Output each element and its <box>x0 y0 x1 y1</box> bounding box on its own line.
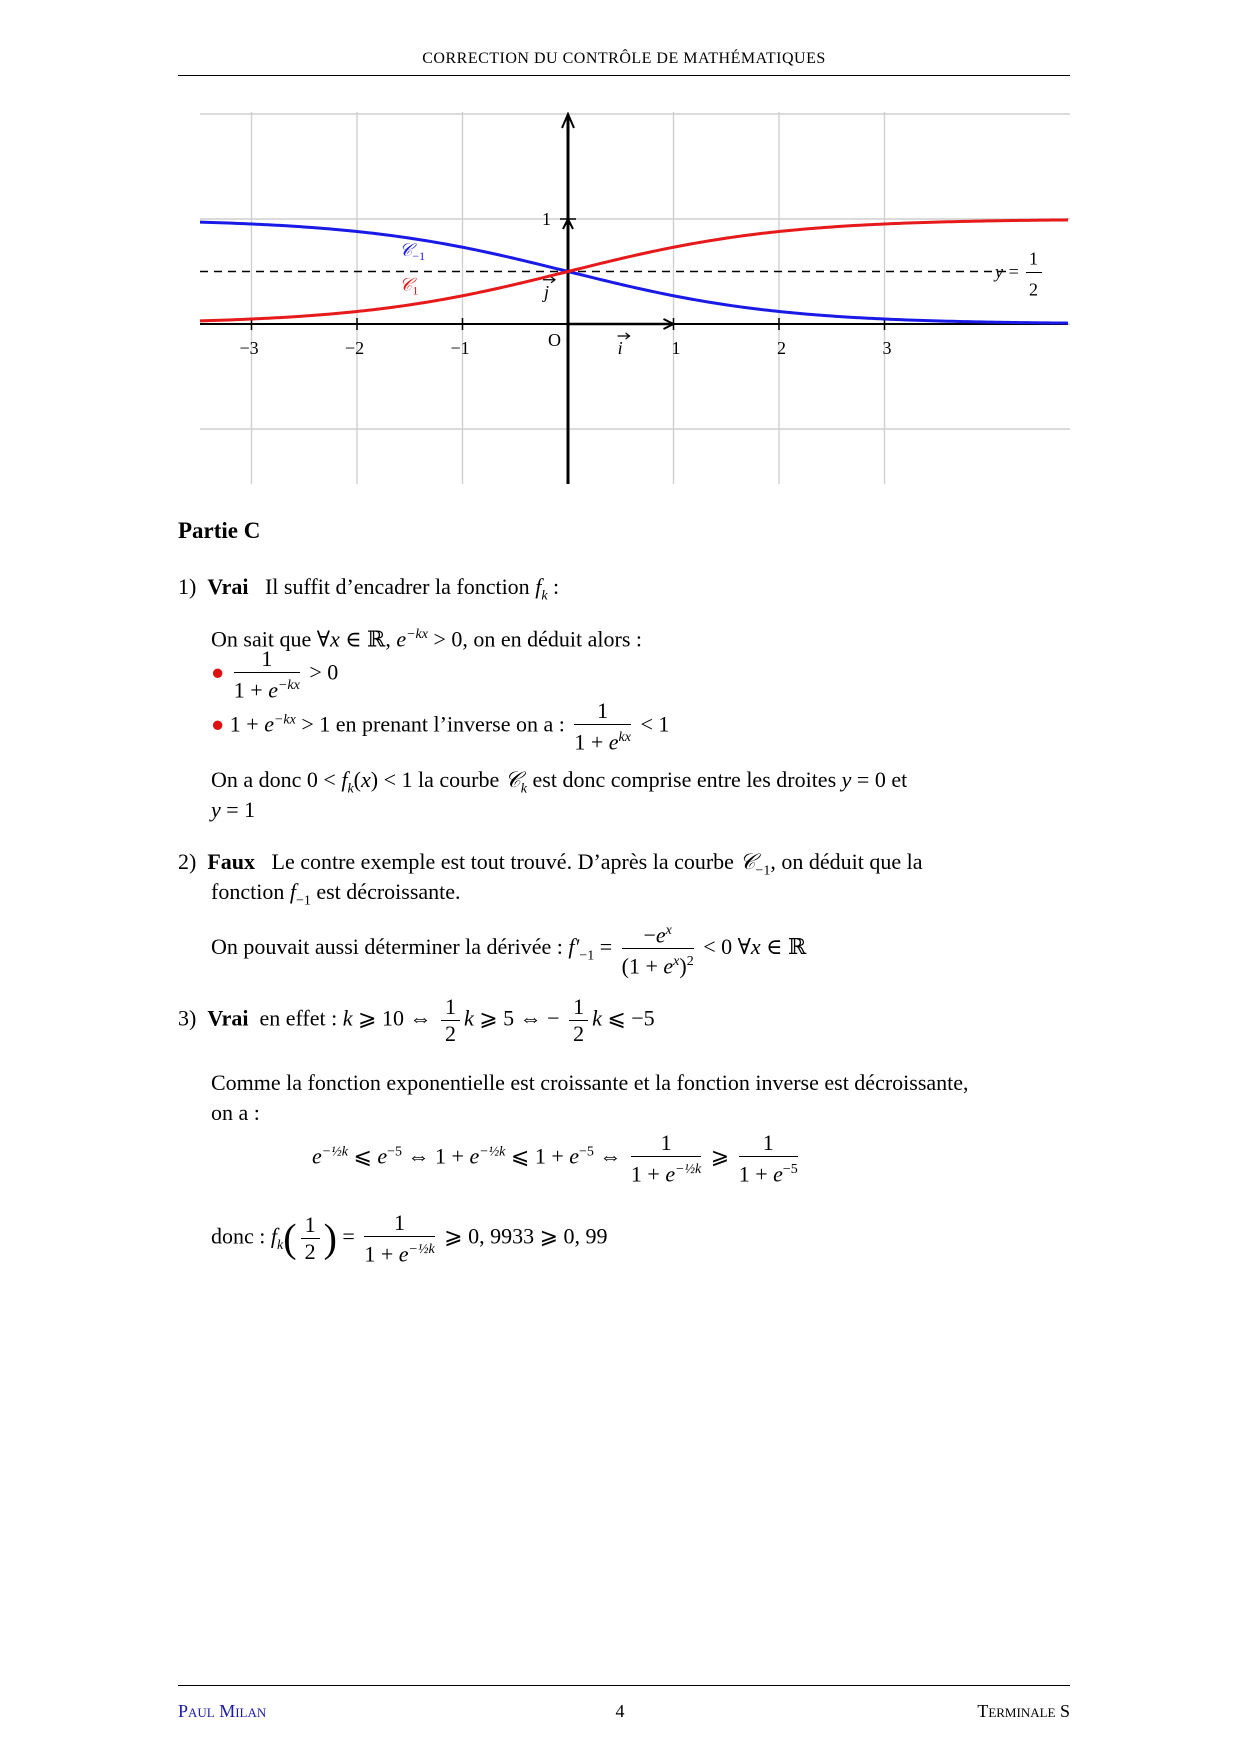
x-tick-label: 2 <box>777 338 786 358</box>
q3-line-2: Comme la fonction exponentielle est croissante et la fonction inverse est décroissante, <box>211 1070 969 1095</box>
header-rule <box>178 75 1070 76</box>
bullet-icon: ● <box>211 659 225 685</box>
asymptote-fraction-den: 2 <box>1029 279 1038 300</box>
q1-conclusion: On a donc $0 < f_k(x) < 1$ la courbe 𝒞$_k$ est donc comprise entre les droites y = 0 et <box>211 767 908 797</box>
q3-line-3: on a : <box>211 1100 260 1125</box>
bullet-icon: ● <box>211 711 225 737</box>
curve-c-minus-1 <box>200 222 1068 323</box>
asymptote-label: y = <box>995 261 1020 282</box>
x-tick-label: −1 <box>450 338 470 358</box>
curve-label-c-1: 𝒞$_1$ <box>399 274 419 298</box>
q1-line: 1) Vrai Il suffit d’encadrer la fonction $f_k$ : <box>178 574 560 604</box>
fraction: $\frac{1}{1 + e^{-\frac{1}{2}k}}$ <box>364 1210 435 1267</box>
origin-label: O <box>548 330 561 350</box>
q1-bullet-1: ● $\frac{1}{1 + e^{-kx}}$ > 0 <box>211 646 339 703</box>
footer-rule <box>178 1685 1070 1686</box>
fraction: $\frac{1}{1 + e^{-kx}}$ <box>233 646 300 703</box>
part-title: Partie C <box>178 518 261 543</box>
fraction: $\frac{1}{1 + e^{-\frac{1}{2}k}}$ <box>630 1130 702 1187</box>
vector-j-label: j <box>544 281 550 302</box>
q2-line: 2) Faux Le contre exemple est tout trouvé. D’après la courbe 𝒞$_{-1}$, on déduit que la <box>178 849 923 879</box>
fraction: $\frac{1}{1 + e^{kx}}$ <box>574 698 631 755</box>
sigmoid-chart <box>200 112 1070 484</box>
x-tick-label: −3 <box>239 338 259 358</box>
chart-grid <box>200 112 1070 484</box>
x-tick-label: 1 <box>671 338 681 358</box>
q3-equivalences: $e^{-\frac{1}{2}k}$ ⩽ $e^{-5}$ ⇔ $1 + e^{-\frac{1}{2}k}$ ⩽ $1 + e^{-5}$ ⇔ $\frac{1}{1 + e^{-\frac{1}{2}k}}$ ⩾ $\frac{1}{1 + e^{-5}}$ <box>312 1130 798 1187</box>
asymptote-fraction-num: 1 <box>1029 248 1038 269</box>
x-tick-label: 3 <box>882 338 892 358</box>
q2-line-2: fonction $f_{-1}$ est décroissante. <box>211 879 461 909</box>
q1-premise: On sait que ∀x ∈ ℝ, $e^{-kx} > 0$, on en déduit alors : <box>211 626 643 652</box>
vector-i-label: i <box>617 338 623 358</box>
q3-conclusion: donc : $f_k$( $\frac{1}{2}$ ) = $\frac{1}{1 + e^{-\frac{1}{2}k}}$ ⩾ 0, 9933 ⩾ 0, 99 <box>211 1210 608 1267</box>
footer-page-number: 4 <box>615 1701 625 1721</box>
fraction: $\frac{-e^x}{(1 + e^x)^2}$ <box>622 918 694 980</box>
tick-labels <box>240 338 892 358</box>
x-tick-label: −2 <box>345 338 365 358</box>
q3-line: 3) Vrai en effet : k ⩾ 10 ⇔ $\frac{1}{2}$ k ⩾ 5 ⇔ − $\frac{1}{2}$ k ⩽ −5 <box>178 994 655 1046</box>
curve-c-1 <box>200 220 1068 321</box>
fraction: $\frac{1}{1 + e^{-5}}$ <box>738 1130 798 1187</box>
q1-conclusion-2: y = 1 <box>211 797 256 822</box>
fraction: $\frac{1}{2}$ <box>301 1212 320 1265</box>
footer-author: Paul Milan <box>178 1701 267 1721</box>
page-header: CORRECTION DU CONTRÔLE DE MATHÉMATIQUES <box>422 50 826 67</box>
footer-level: Terminale S <box>977 1701 1070 1721</box>
fraction: $\frac{1}{2}$ <box>441 994 460 1047</box>
q2-derivative: On pouvait aussi déterminer la dérivée : $f'_{-1}$ = $\frac{-e^x}{(1 + e^x)^2}$ < 0 ∀x ∈ ℝ <box>211 918 806 980</box>
curve-label-c-minus-1: 𝒞$_{-1}$ <box>399 239 426 263</box>
fraction: $\frac{1}{2}$ <box>569 994 588 1047</box>
y-tick-label-1: 1 <box>542 209 551 229</box>
q1-bullet-2: ● $1 + e^{-kx} > 1$ en prenant l’inverse on a : $\frac{1}{1 + e^{kx}}$ < 1 <box>211 698 670 755</box>
